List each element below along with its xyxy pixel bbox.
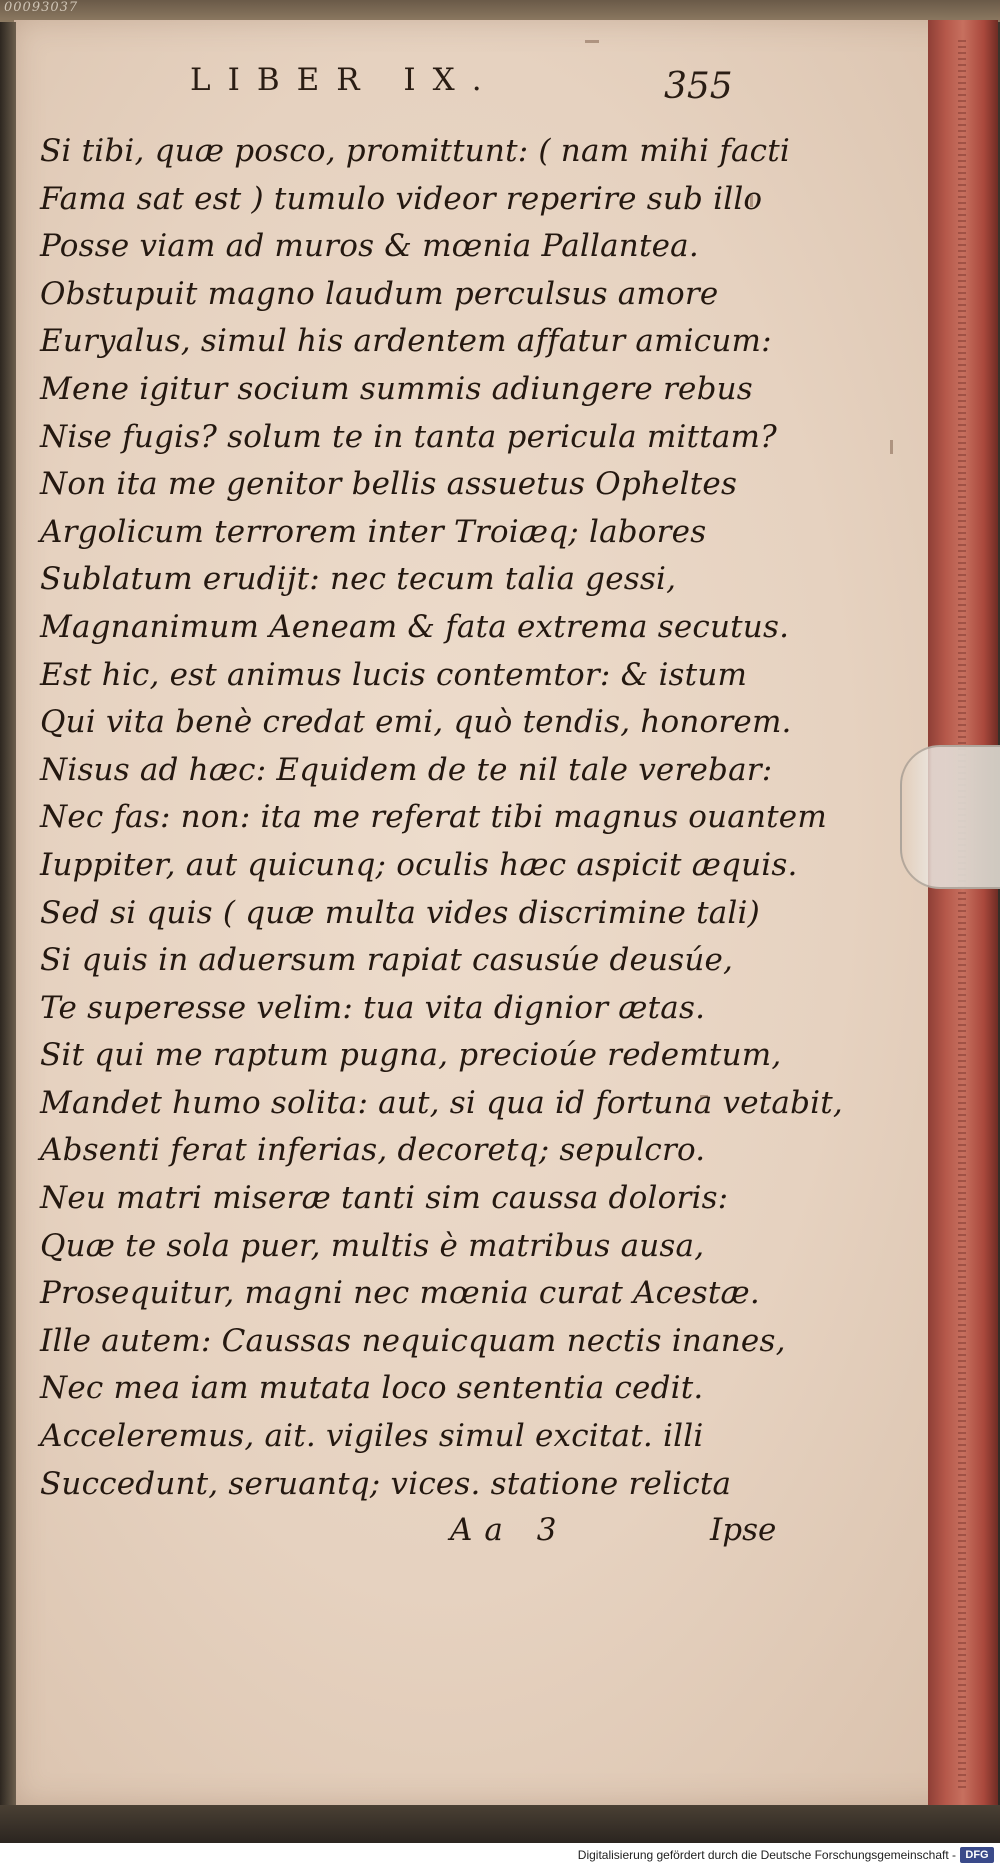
verse-line: Succedunt, seruantq; vices. statione relicta bbox=[40, 1465, 732, 1502]
verse-line: Magnanimum Aeneam & fata extrema secutus. bbox=[40, 608, 790, 645]
verse-line: Nec fas: non: ita me referat tibi magnus ouantem bbox=[40, 799, 827, 836]
verse-line: Acceleremus, ait. vigiles simul excitat. illi bbox=[40, 1418, 704, 1455]
verse-line: Posse viam ad muros & mœnia Pallantea. bbox=[40, 228, 699, 265]
verse-line: Nise fugis? solum te in tanta pericula mittam? bbox=[40, 418, 777, 455]
book-bottom-edge bbox=[0, 1805, 1000, 1843]
verse-line: Mene igitur socium summis adiungere rebus bbox=[40, 370, 753, 407]
page-number: 355 bbox=[664, 66, 733, 107]
verse-line: Absenti ferat inferias, decoretq; sepulcro. bbox=[40, 1132, 706, 1169]
verse-line: Neu matri miseræ tanti sim caussa doloris: bbox=[40, 1180, 729, 1217]
verse-line: Sed si quis ( quæ multa vides discrimine tali) bbox=[40, 894, 760, 931]
verse-line: Mandet humo solita: aut, si qua id fortuna vetabit, bbox=[40, 1084, 843, 1121]
running-head: LIBER IX. bbox=[190, 62, 499, 98]
verse-line: Nec mea iam mutata loco sententia cedit. bbox=[40, 1370, 704, 1407]
verse-line: Si tibi, quæ posco, promittunt: ( nam mihi facti bbox=[40, 133, 791, 169]
verse-line: Qui vita benè credat emi, quò tendis, honorem. bbox=[40, 704, 792, 741]
verse-line: Argolicum terrorem inter Troiæq; labores bbox=[40, 513, 707, 550]
verse-line: Quæ te sola puer, multis è matribus ausa, bbox=[40, 1227, 705, 1264]
paper-fleck bbox=[890, 440, 893, 454]
verse-line: Sit qui me raptum pugna, precioúe redemtum, bbox=[40, 1037, 782, 1074]
book-gutter bbox=[0, 22, 16, 1812]
signature-mark: Aa 3 bbox=[450, 1512, 569, 1548]
verse-line: Prosequitur, magni nec mœnia curat Acestæ. bbox=[40, 1275, 760, 1312]
verse-line: Te superesse velim: tua vita dignior ætas. bbox=[40, 989, 706, 1026]
paper-fleck bbox=[585, 40, 599, 43]
verse-line: Fama sat est ) tumulo videor reperire sub illo bbox=[40, 180, 763, 217]
verse-line: Non ita me genitor bellis assuetus Opheltes bbox=[40, 466, 738, 503]
catchword: Ipse bbox=[710, 1512, 777, 1548]
verse-line: Euryalus, simul his ardentem affatur amicum: bbox=[40, 323, 772, 360]
digitization-credit: Digitalisierung gefördert durch die Deutsche Forschungsgemeinschaft - bbox=[577, 1848, 956, 1862]
book-top-edge bbox=[0, 0, 1000, 22]
page-clip bbox=[900, 745, 1000, 889]
verse-line: Obstupuit magno laudum perculsus amore bbox=[40, 275, 719, 312]
verse-line: Sublatum erudijt: nec tecum talia gessi, bbox=[40, 561, 677, 598]
verse-line: Si quis in aduersum rapiat casusúe deusúe, bbox=[40, 942, 734, 979]
verse-text bbox=[40, 128, 843, 1508]
verse-line: Est hic, est animus lucis contemtor: & istum bbox=[40, 656, 748, 693]
dfg-logo-icon: DFG bbox=[960, 1847, 994, 1863]
scan-identifier: 00093037 bbox=[4, 0, 79, 15]
verse-line: Iuppiter, aut quicunq; oculis hæc aspicit æquis. bbox=[40, 846, 798, 883]
verse-line: Nisus ad hæc: Equidem de te nil tale verebar: bbox=[40, 751, 773, 788]
fore-edge-texture bbox=[958, 40, 966, 1790]
verse-line: Ille autem: Caussas nequicquam nectis inanes, bbox=[40, 1322, 786, 1359]
